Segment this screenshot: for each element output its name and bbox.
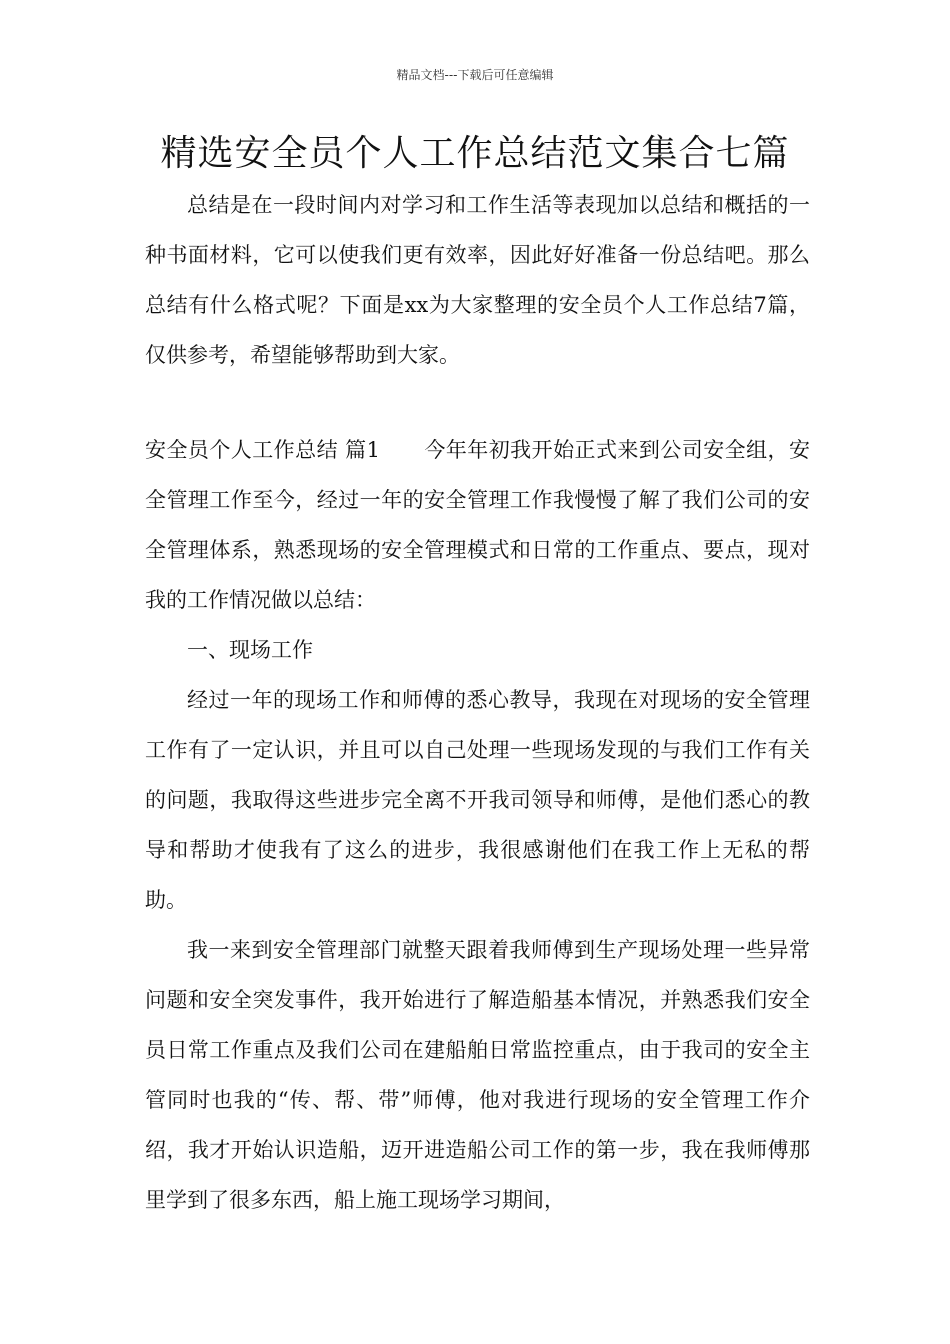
section-1-first-text: 今年年初我开始正式来到公司安全组，安全管理工作至今，经过一年的安全管理工作我慢慢了解了我们公司的安全管理体系，熟悉现场的安全管理模式和日常的工作重点、要点，现对我的工作情况做以总结： bbox=[145, 438, 810, 612]
section-1-label: 安全员个人工作总结 篇1 bbox=[145, 438, 380, 462]
section-1-block bbox=[145, 425, 810, 1225]
section-1-heading: 一、现场工作 bbox=[187, 638, 313, 662]
section-1-paragraph-2: 经过一年的现场工作和师傅的悉心教导，我现在对现场的安全管理工作有了一定认识，并且可以自己处理一些现场发现的与我们工作有关的问题，我取得这些进步完全离不开我司领导和师傅，是他们悉心的教导和帮助才使我有了这么的进步，我很感谢他们在我工作上无私的帮助。 bbox=[145, 688, 810, 912]
section-1-first-paragraph bbox=[145, 425, 810, 625]
header-note: 精品文档---下载后可任意编辑 bbox=[396, 68, 554, 82]
intro-paragraph: 总结是在一段时间内对学习和工作生活等表现加以总结和概括的一种书面材料，它可以使我们更有效率，因此好好准备一份总结吧。那么总结有什么格式呢？下面是xx为大家整理的安全员个人工作总结7篇，仅供参考，希望能够帮助到大家。 bbox=[145, 193, 810, 367]
section-1-paragraph-3: 我一来到安全管理部门就整天跟着我师傅到生产现场处理一些异常问题和安全突发事件，我开始进行了解造船基本情况，并熟悉我们安全员日常工作重点及我们公司在建船舶日常监控重点，由于我司的安全主管同时也我的“传、帮、带”师傅，他对我进行现场的安全管理工作介绍，我才开始认识造船，迈开进造船公司工作的第一步，我在我师傅那里学到了很多东西，船上施工现场学习期间， bbox=[145, 938, 810, 1212]
document-title: 精选安全员个人工作总结范文集合七篇 bbox=[160, 133, 790, 174]
intro-block bbox=[145, 180, 810, 380]
